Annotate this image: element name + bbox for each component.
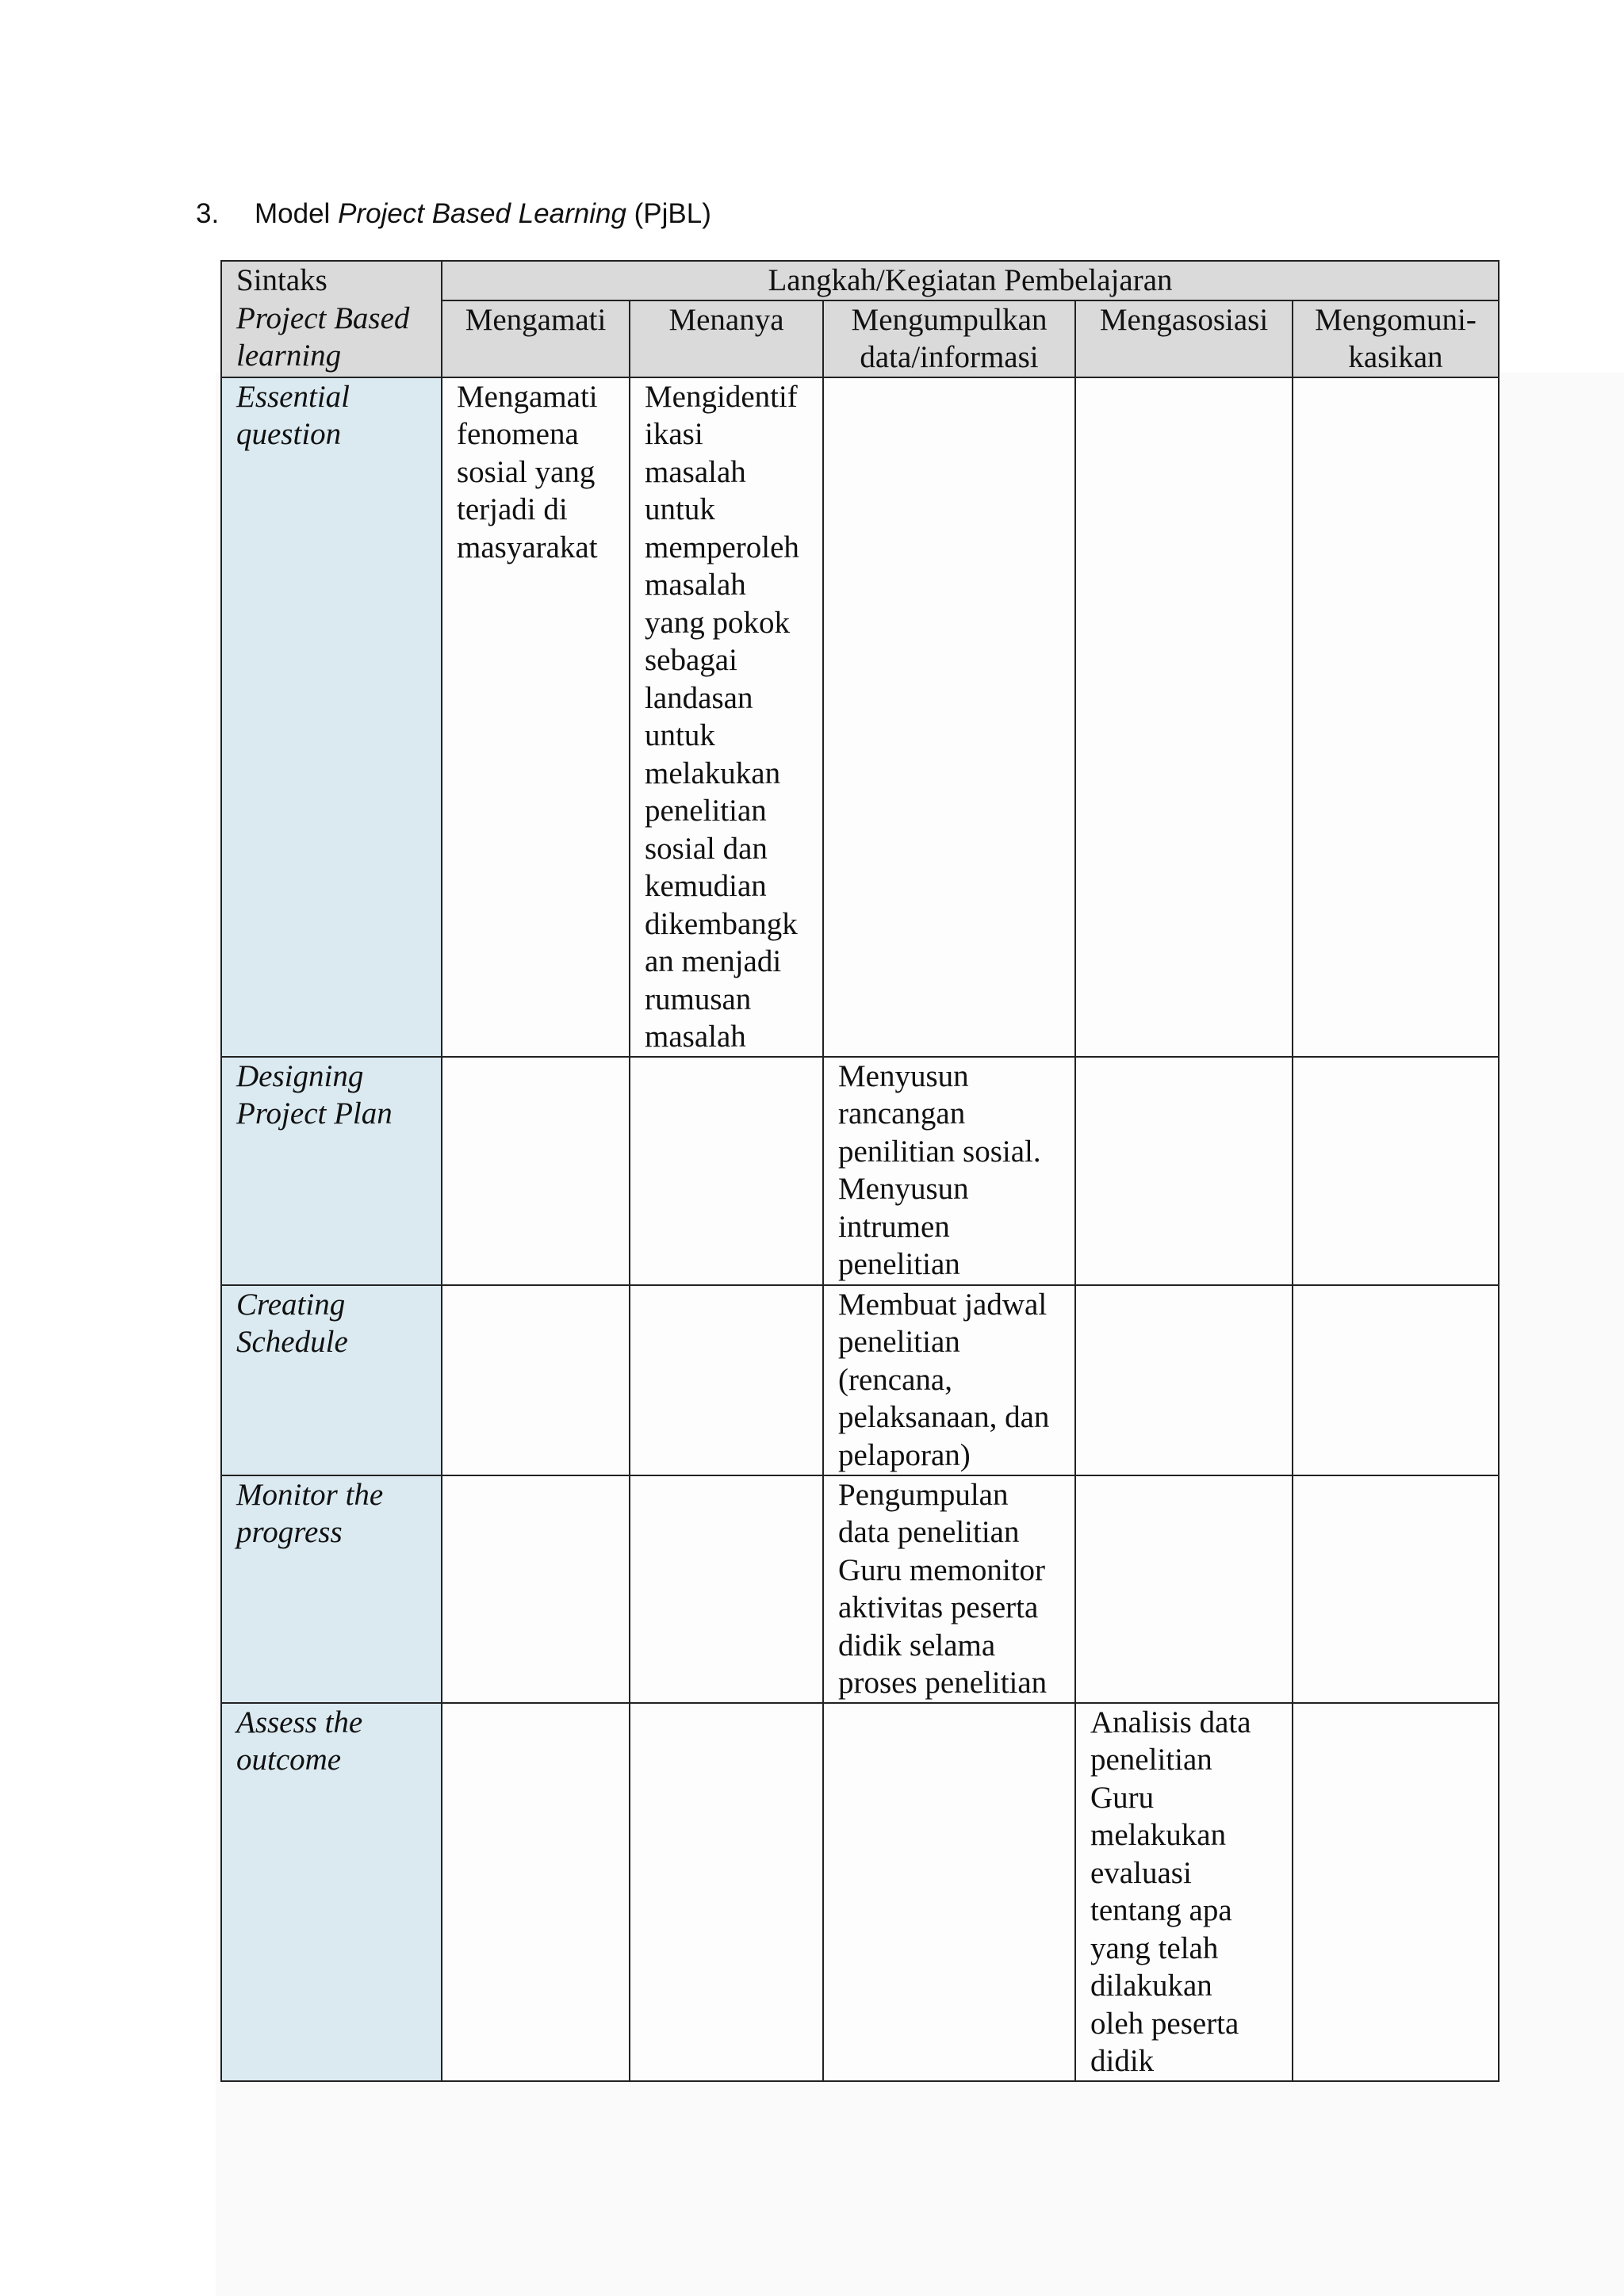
- cell-mengumpulkan: [823, 1703, 1075, 2081]
- column-header-line: data/informasi: [860, 340, 1039, 374]
- cell-menanya: [630, 1703, 823, 2081]
- sintaks-cell: [221, 1057, 442, 1285]
- cell-line: masalah: [645, 568, 746, 602]
- cell-line: proses penelitian: [838, 1666, 1048, 1700]
- cell-line: rumusan: [645, 982, 752, 1016]
- cell-line: aktivitas peserta: [838, 1590, 1039, 1624]
- cell-line: Guru: [1090, 1780, 1155, 1815]
- cell-line: melakukan: [1090, 1818, 1227, 1852]
- column-header-mengamati: [442, 300, 630, 377]
- cell-line: intrumen: [838, 1209, 950, 1244]
- cell-mengumpulkan: [823, 1475, 1075, 1703]
- cell-line: (rencana,: [838, 1362, 952, 1397]
- cell-mengamati: [442, 1057, 630, 1285]
- cell-mengumpulkan: [823, 1285, 1075, 1475]
- sintaks-line: Monitor the: [236, 1477, 384, 1512]
- header-row-group: [221, 261, 1499, 300]
- cell-line: rancangan: [838, 1096, 966, 1131]
- sintaks-cell: [221, 1285, 442, 1475]
- cell-line: ikasi: [645, 417, 703, 451]
- table-row-essential-question: [221, 377, 1499, 1057]
- cell-line: dilakukan: [1090, 1969, 1212, 2003]
- cell-line: terjadi di: [457, 492, 568, 526]
- cell-line: Membuat jadwal: [838, 1287, 1048, 1322]
- cell-mengasosiasi: [1075, 377, 1293, 1057]
- cell-line: Analisis data: [1090, 1705, 1251, 1739]
- cell-mengomunikasikan: [1293, 377, 1499, 1057]
- column-header-mengasosiasi: [1075, 300, 1293, 377]
- heading-model-name: Project Based Learning: [338, 198, 626, 229]
- table-row-creating-schedule: [221, 1285, 1499, 1475]
- sintaks-line: Designing: [236, 1058, 364, 1093]
- sintaks-header-cell: [221, 261, 442, 377]
- column-header-mengumpulkan: [823, 300, 1075, 377]
- cell-line: untuk: [645, 492, 715, 526]
- pjbl-syntax-table: [220, 260, 1500, 2082]
- cell-line: Guru memonitor: [838, 1552, 1046, 1587]
- cell-line: untuk: [645, 718, 715, 752]
- cell-line: masalah: [645, 454, 746, 489]
- sintaks-line: Assess the: [236, 1705, 363, 1739]
- cell-line: penelitian: [838, 1325, 960, 1359]
- cell-mengumpulkan: [823, 1057, 1075, 1285]
- cell-mengumpulkan: [823, 377, 1075, 1057]
- cell-line: sebagai: [645, 643, 737, 677]
- cell-line: Menyusun: [838, 1058, 969, 1093]
- cell-mengamati: [442, 377, 630, 1057]
- sintaks-cell: [221, 1475, 442, 1703]
- cell-line: tentang apa: [1090, 1893, 1232, 1927]
- column-header-line: Mengamati: [465, 302, 607, 337]
- cell-line: yang telah: [1090, 1931, 1219, 1965]
- cell-mengasosiasi: [1075, 1057, 1293, 1285]
- cell-line: Mengidentif: [645, 379, 798, 414]
- cell-line: penelitian: [838, 1247, 960, 1281]
- cell-menanya: [630, 1057, 823, 1285]
- section-heading: [196, 197, 711, 232]
- heading-prefix: Model: [255, 198, 339, 229]
- sintaks-cell: [221, 1703, 442, 2081]
- cell-menanya: [630, 1285, 823, 1475]
- cell-line: Pengumpulan: [838, 1477, 1009, 1512]
- cell-line: pelaporan): [838, 1437, 971, 1472]
- cell-mengomunikasikan: [1293, 1057, 1499, 1285]
- cell-line: dikembangk: [645, 906, 798, 941]
- sintaks-line: question: [236, 417, 342, 451]
- column-header-line: kasikan: [1348, 340, 1443, 374]
- table-row-designing-project-plan: [221, 1057, 1499, 1285]
- table-row-monitor-the-progress: [221, 1475, 1499, 1703]
- column-header-line: Mengomuni-: [1315, 302, 1477, 337]
- sintaks-line: Project Plan: [236, 1096, 393, 1131]
- group-header-label: Langkah/Kegiatan Pembelajaran: [768, 263, 1173, 297]
- cell-line: penelitian: [645, 794, 767, 828]
- cell-menanya: [630, 1475, 823, 1703]
- cell-line: kemudian: [645, 869, 767, 903]
- group-header-cell: [442, 261, 1499, 300]
- cell-mengamati: [442, 1703, 630, 2081]
- column-header-line: Menanya: [668, 302, 784, 337]
- column-header-line: Mengasosiasi: [1099, 302, 1269, 337]
- cell-line: sosial dan: [645, 831, 768, 866]
- cell-line: sosial yang: [457, 454, 596, 489]
- sintaks-line: Creating: [236, 1287, 346, 1322]
- cell-line: didik: [1090, 2044, 1155, 2078]
- cell-menanya: [630, 377, 823, 1057]
- sintaks-line: outcome: [236, 1743, 342, 1777]
- cell-mengomunikasikan: [1293, 1285, 1499, 1475]
- cell-line: landasan: [645, 680, 753, 715]
- sintaks-line: progress: [236, 1515, 343, 1549]
- column-header-line: Mengumpulkan: [851, 302, 1048, 337]
- cell-mengamati: [442, 1475, 630, 1703]
- sintaks-header-line: Sintaks: [236, 263, 327, 297]
- cell-line: melakukan: [645, 756, 781, 790]
- cell-line: evaluasi: [1090, 1855, 1192, 1890]
- cell-mengasosiasi: [1075, 1703, 1293, 2081]
- section-number: 3.: [196, 198, 220, 229]
- cell-line: penilitian sosial.: [838, 1134, 1041, 1169]
- sintaks-header-line: Project Based: [236, 300, 410, 335]
- column-header-menanya: [630, 300, 823, 377]
- cell-line: pelaksanaan, dan: [838, 1400, 1050, 1434]
- cell-line: memperoleh: [645, 530, 799, 564]
- cell-mengomunikasikan: [1293, 1475, 1499, 1703]
- cell-mengasosiasi: [1075, 1475, 1293, 1703]
- heading-suffix: (PjBL): [626, 198, 711, 229]
- cell-line: yang pokok: [645, 605, 791, 640]
- cell-line: Mengamati: [457, 379, 598, 414]
- cell-line: masalah: [645, 1020, 746, 1054]
- cell-line: oleh peserta: [1090, 2006, 1239, 2041]
- sintaks-cell: [221, 377, 442, 1057]
- table-row-assess-the-outcome: [221, 1703, 1499, 2081]
- cell-line: Menyusun: [838, 1172, 969, 1206]
- cell-line: penelitian: [1090, 1743, 1212, 1777]
- cell-line: didik selama: [838, 1628, 996, 1663]
- sintaks-header-line: learning: [236, 339, 342, 373]
- cell-line: fenomena: [457, 417, 579, 451]
- cell-line: masyarakat: [457, 530, 598, 564]
- cell-line: an menjadi: [645, 944, 782, 978]
- cell-mengamati: [442, 1285, 630, 1475]
- column-header-mengomunikasikan: [1293, 300, 1499, 377]
- cell-mengasosiasi: [1075, 1285, 1293, 1475]
- cell-mengomunikasikan: [1293, 1703, 1499, 2081]
- cell-line: data penelitian: [838, 1515, 1020, 1549]
- sintaks-line: Schedule: [236, 1325, 348, 1359]
- sintaks-line: Essential: [236, 379, 350, 414]
